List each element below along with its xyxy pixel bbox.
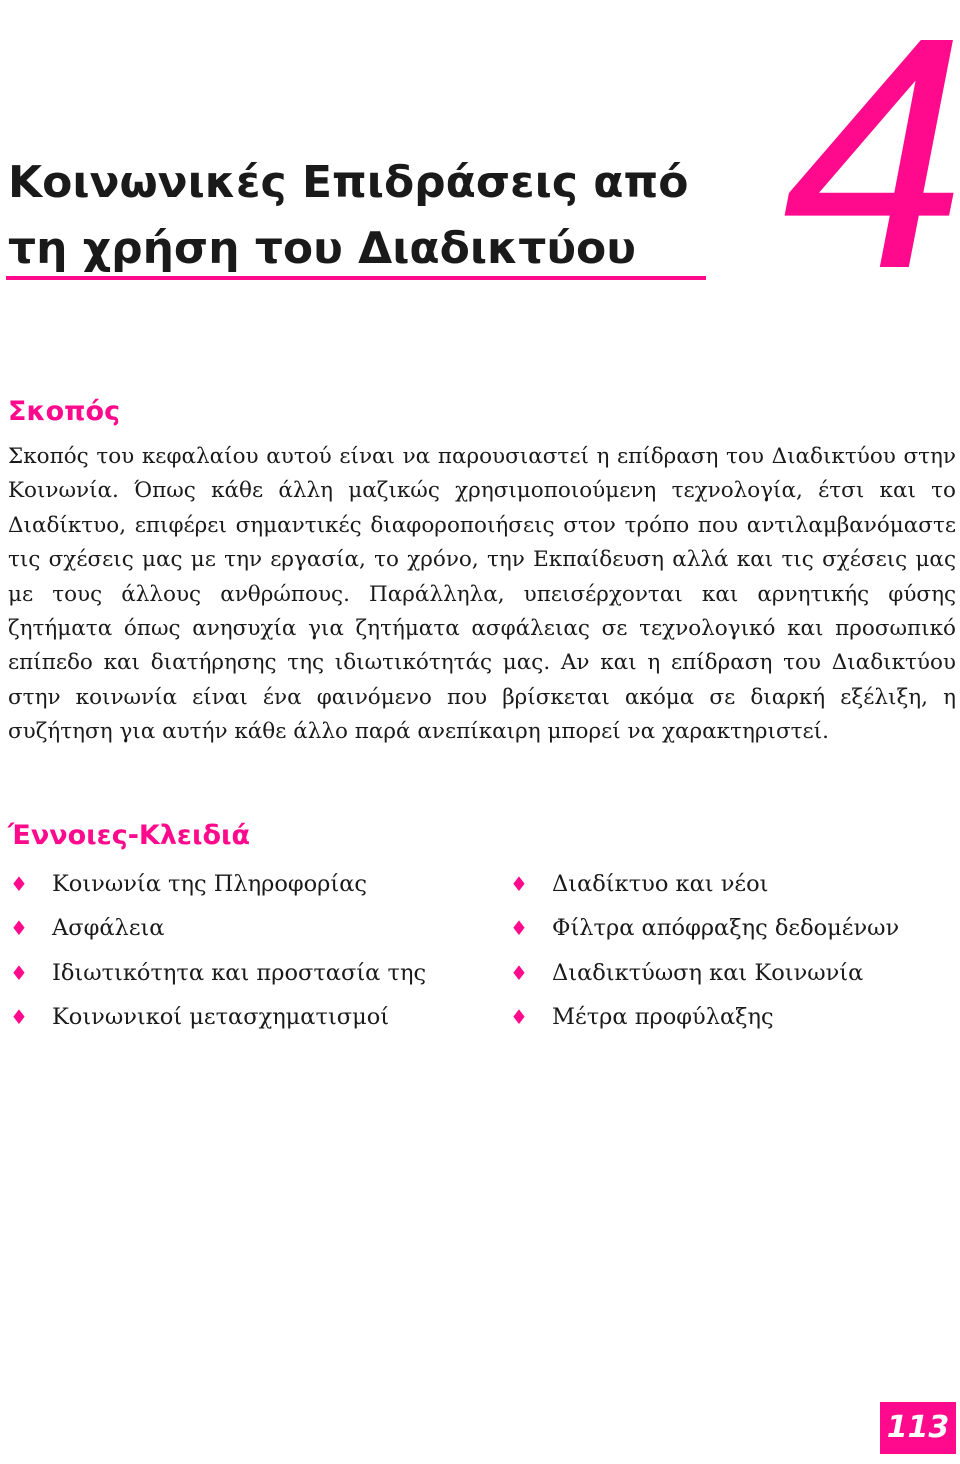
diamond-bullet-icon: ♦ — [510, 1005, 528, 1030]
key-concept-label: Διαδίκτυο και νέοι — [552, 871, 769, 898]
key-concept-item — [510, 906, 899, 950]
key-concept-label: Κοινωνία της Πληροφορίας — [52, 871, 368, 898]
key-concept-item — [10, 995, 426, 1039]
key-concepts-left-column — [10, 862, 426, 1039]
key-concept-item — [10, 862, 426, 906]
purpose-paragraph: Σκοπός του κεφαλαίου αυτού είναι να παρουσιαστεί η επίδραση του Διαδικτύου στην Κοινωνία. Όπως κάθε άλλη μαζικώς χρησιμοποιούμενη τεχνολογία, έτσι και το Διαδίκτυο, επιφέρει σημαντικές διαφοροποιήσεις στον τρόπο που αντιλαμβανόμαστε τις σχέσεις μας με την εργασία, το χρόνο, την Εκπαίδευση αλλά και τις σχέσεις μας με τους άλλους ανθρώπους. Παράλληλα, υπεισέρχονται και αρνητικής φύσης ζητήματα όπως ανησυχία για ζητήματα ασφάλειας σε τεχνολογικό και προσωπικό επίπεδο και διατήρησης της ιδιωτικότητάς μας. Αν και η επίδραση του Διαδικτύου στην κοινωνία είναι ένα φαινόμενο που βρίσκεται ακόμα σε διαρκή εξέλιξη, η συζήτηση για αυτήν κάθε άλλο παρά ανεπίκαιρη μπορεί να χαρακτηριστεί. — [8, 444, 956, 745]
key-concept-label: Φίλτρα απόφραξης δεδομένων — [552, 915, 900, 942]
diamond-bullet-icon: ♦ — [10, 960, 28, 985]
diamond-bullet-icon: ♦ — [510, 960, 528, 985]
key-concepts-heading: Έννοιες-Κλειδιά — [8, 820, 251, 851]
page-number: 113 — [880, 1402, 956, 1454]
key-concept-label: Μέτρα προφύλαξης — [552, 1004, 774, 1031]
title-underline — [6, 276, 706, 280]
diamond-bullet-icon: ♦ — [510, 872, 528, 897]
purpose-heading: Σκοπός — [8, 396, 121, 427]
key-concept-item — [10, 906, 426, 950]
chapter-title-line-2: τη χρήση του Διαδικτύου — [8, 223, 636, 274]
key-concept-label: Κοινωνικοί μετασχηματισμοί — [52, 1004, 390, 1031]
diamond-bullet-icon: ♦ — [10, 1005, 28, 1030]
key-concept-item — [510, 862, 899, 906]
key-concept-item — [10, 951, 426, 995]
diamond-bullet-icon: ♦ — [10, 872, 28, 897]
chapter-title-line-1: Κοινωνικές Επιδράσεις από — [8, 157, 689, 208]
key-concept-item — [510, 951, 899, 995]
key-concept-item — [510, 995, 899, 1039]
diamond-bullet-icon: ♦ — [10, 916, 28, 941]
diamond-bullet-icon: ♦ — [510, 916, 528, 941]
key-concept-label: Διαδικτύωση και Κοινωνία — [552, 959, 864, 986]
key-concepts-right-column — [510, 862, 899, 1039]
key-concept-label: Ασφάλεια — [52, 915, 165, 942]
chapter-title — [8, 150, 728, 282]
chapter-number: 4 — [782, 0, 956, 337]
key-concept-label: Ιδιωτικότητα και προστασία της — [52, 959, 427, 986]
